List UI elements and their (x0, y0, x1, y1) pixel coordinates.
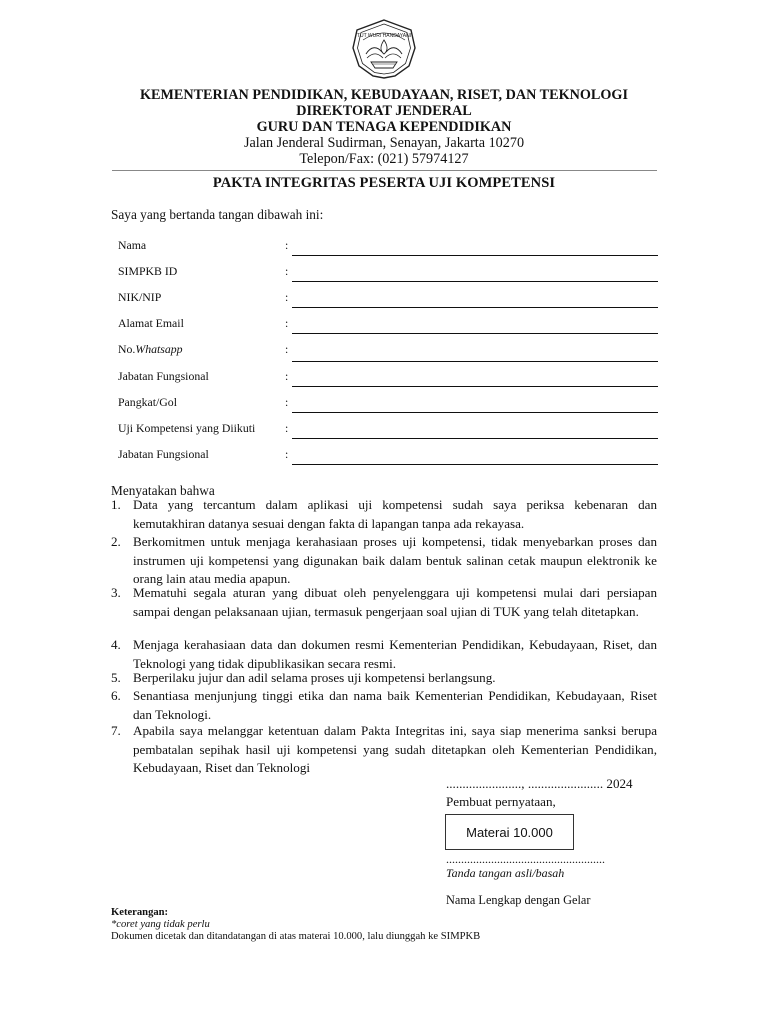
fill-line (292, 464, 658, 465)
office-address: Jalan Jenderal Sudirman, Senayan, Jakarta 10270 (243, 135, 525, 151)
statement-text: Apabila saya melanggar ketentuan dalam Pakta Integritas ini, saya siap menerima sanksi berupa pembatalan sepihak hasil uji kompetensi yang sudah ditetapkan oleh Kementerian Pendidikan, Kebudayaan, Riset dan Teknologi (133, 723, 657, 776)
field-colon: : (285, 342, 289, 356)
field-alamat-email (118, 316, 658, 338)
statement-item (111, 722, 657, 778)
duty-stamp-label: Materai 10.000 (466, 824, 553, 840)
statement-text: Berperilaku jujur dan adil selama proses uji kompetensi berlangsung. (133, 670, 496, 685)
field-nik-nip (118, 290, 658, 312)
fill-line (292, 255, 658, 256)
field-simpkb-id (118, 264, 658, 286)
declarant-label: Pembuat pernyataan, (446, 794, 556, 809)
field-colon: : (285, 316, 289, 330)
field-label (118, 342, 183, 357)
signature-note: Tanda tangan asli/basah (446, 866, 565, 880)
statement-number: 1. (111, 497, 121, 512)
signature-line: ..................................................... (446, 852, 605, 866)
statement-text: Senantiasa menjunjung tinggi etika dan nama baik Kementerian Pendidikan, Kebudayaan, Riset dan Teknologi. (133, 688, 657, 722)
fill-line (292, 307, 658, 308)
statement-item (111, 636, 657, 673)
fill-line (292, 281, 658, 282)
fill-line (292, 386, 658, 387)
fill-line (292, 438, 658, 439)
field-whatsapp (118, 342, 658, 364)
statement-number: 6. (111, 688, 121, 703)
ministry-name: KEMENTERIAN PENDIDIKAN, KEBUDAYAAN, RISET, DAN TEKNOLOGI (140, 87, 628, 103)
statement-heading: Menyatakan bahwa (111, 483, 215, 498)
statement-number: 2. (111, 534, 121, 549)
logo-motto: TUT WURI HANDAYANI (356, 33, 412, 39)
statement-number: 5. (111, 670, 121, 685)
field-uji-kompetensi (118, 421, 658, 443)
statement-number: 7. (111, 723, 121, 738)
field-label-prefix: No. (118, 342, 136, 356)
statement-item (111, 533, 657, 589)
statement-item (111, 584, 657, 621)
fill-line (292, 412, 658, 413)
field-jabatan-fungsional-2 (118, 447, 658, 469)
field-label: Jabatan Fungsional (118, 369, 209, 383)
field-pangkat-gol (118, 395, 658, 417)
fill-line (292, 333, 658, 334)
letterhead (0, 87, 768, 167)
field-label: Jabatan Fungsional (118, 447, 209, 461)
statement-text: Mematuhi segala aturan yang dibuat oleh penyelenggara uji kompetensi mulai dari persiapan sampai dengan pelaksanaan ujian, termasuk pengerjaan soal ujian di TUK yang telah ditetapkan. (133, 585, 657, 619)
place-date-line: ......................., ....................... 2024 (446, 776, 633, 791)
upload-note: Dokumen dicetak dan ditandatangan di atas materai 10.000, lalu diunggah ke SIMPKB (111, 931, 481, 942)
field-colon: : (285, 369, 289, 383)
field-colon: : (285, 447, 289, 461)
statement-text: Data yang tercantum dalam aplikasi uji kompetensi sudah saya periksa kebenaran dan kemutakhiran datanya sesuai dengan fakta di lapangan tanpa ada rekayasa. (133, 497, 657, 531)
letterhead-divider (112, 170, 657, 171)
field-label-italic: Whatsapp (135, 342, 183, 356)
document-title: PAKTA INTEGRITAS PESERTA UJI KOMPETENSI (212, 175, 556, 191)
field-label: NIK/NIP (118, 290, 162, 304)
statement-number: 3. (111, 585, 121, 600)
field-colon: : (285, 238, 289, 252)
statement-item (111, 687, 657, 724)
field-label: Alamat Email (118, 316, 184, 330)
notes-heading: Keterangan: (111, 907, 169, 918)
statement-item (111, 496, 657, 533)
field-label: Uji Kompetensi yang Diikuti (118, 421, 256, 435)
fill-line (292, 361, 658, 362)
field-colon: : (285, 395, 289, 409)
strike-note: *coret yang tidak perlu (111, 919, 210, 930)
statement-text: Menjaga kerahasiaan data dan dokumen resmi Kementerian Pendidikan, Kebudayaan, Riset, dan Teknologi yang tidak dipublikasikan secara resmi. (133, 637, 657, 671)
field-nama (118, 238, 658, 260)
division-name: GURU DAN TENAGA KEPENDIDIKAN (256, 119, 512, 135)
field-colon: : (285, 290, 289, 304)
statement-text: Berkomitmen untuk menjaga kerahasiaan proses uji kompetensi, tidak menyebarkan proses dan instrumen uji kompetensi yang digunakan baik dalam bentuk salinan cetak maupun elektronik ke orang lain atau media apapun. (133, 534, 657, 587)
intro-text: Saya yang bertanda tangan dibawah ini: (111, 207, 324, 222)
field-label: Pangkat/Gol (118, 395, 177, 409)
field-label: Nama (118, 238, 147, 252)
statement-item (111, 669, 657, 688)
field-jabatan-fungsional (118, 369, 658, 391)
statement-number: 4. (111, 637, 121, 652)
duty-stamp-box (445, 814, 574, 850)
tut-wuri-handayani-emblem-icon (349, 18, 419, 80)
field-colon: : (285, 421, 289, 435)
notes-section (111, 907, 480, 943)
full-name-label: Nama Lengkap dengan Gelar (446, 893, 591, 907)
directorate-name: DIREKTORAT JENDERAL (296, 103, 472, 119)
field-label: SIMPKB ID (118, 264, 178, 278)
field-colon: : (285, 264, 289, 278)
office-phone: Telepon/Fax: (021) 57974127 (299, 151, 469, 167)
